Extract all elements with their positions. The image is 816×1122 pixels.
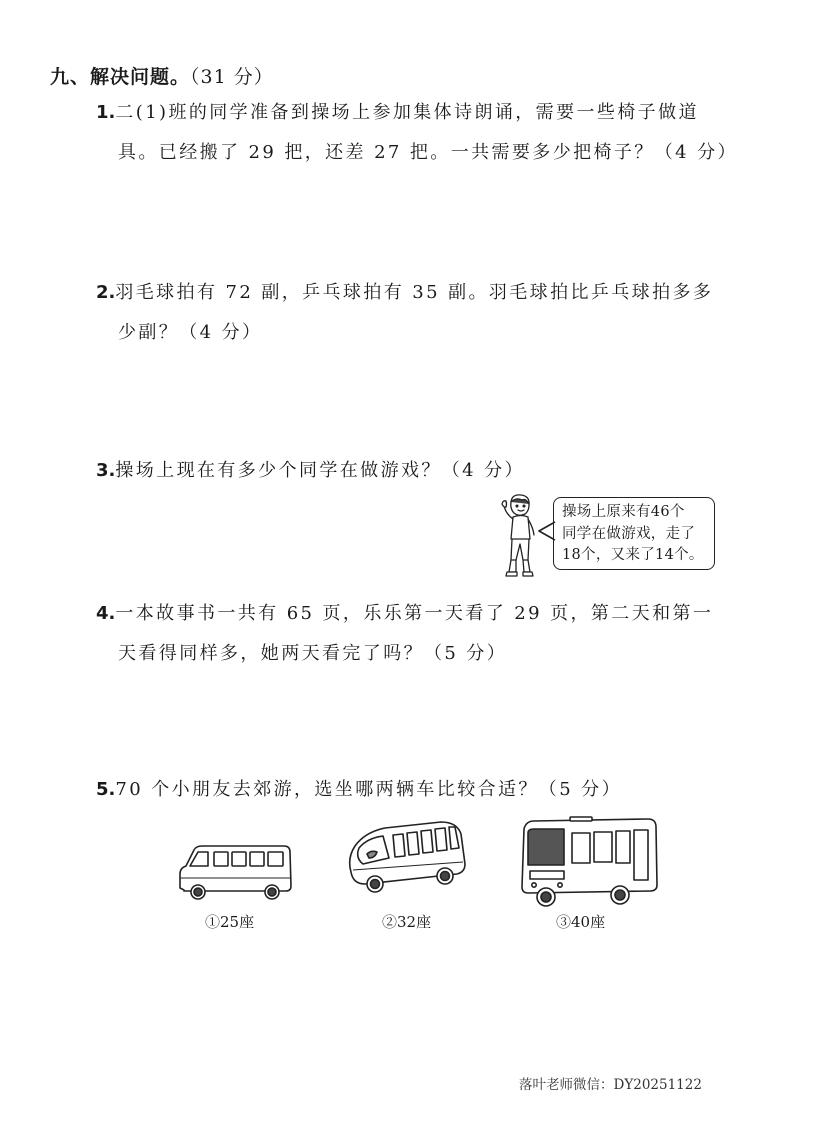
question-text: 羽毛球拍有 72 副，乒乓球拍有 35 副。羽毛球拍比乒乓球拍多多 [115,282,714,303]
question-text: 二(1)班的同学准备到操场上参加集体诗朗诵，需要一些椅子做道 [115,102,699,123]
question-text: 一本故事书一共有 65 页，乐乐第一天看了 29 页，第二天和第一 [115,603,714,624]
question-text: 操场上现在有多少个同学在做游戏？（4 分） [115,460,525,481]
speech-line: 同学在做游戏，走了 [562,525,696,542]
question-number: 4. [96,603,116,624]
bus-seats-label: ③40座 [556,913,606,931]
speech-line: 18个，又来了14个。 [562,547,704,563]
question-text-continued: 天看得同样多，她两天看完了吗？（5 分） [118,643,508,664]
question-3 [96,451,736,491]
section-heading: 九、解决问题。 [50,66,191,88]
speech-bubble [553,497,715,570]
question-text-continued: 具。已经搬了 29 把，还差 27 把。一共需要多少把椅子？（4 分） [118,142,738,163]
question-number: 2. [96,282,116,303]
van-icon [170,838,294,902]
question-text: 70 个小朋友去郊游，选坐哪两辆车比较合适？（5 分） [115,779,622,800]
question-number: 1. [96,102,116,123]
question-number: 5. [96,779,116,800]
section-title [50,62,274,89]
coach-icon [345,818,471,904]
bus-icon [516,815,662,907]
question-text-continued: 少副？（4 分） [118,322,263,343]
footer-contact: 落叶老师微信：DY20251122 [519,1077,702,1093]
van-seats-label: ①25座 [205,913,255,931]
section-score: （31 分） [190,66,274,88]
question-5 [96,770,736,810]
coach-seats-label: ②32座 [382,913,432,931]
speech-line: 操场上原来有46个 [562,504,685,520]
question-2 [96,273,736,353]
question-1 [96,93,736,173]
question-number: 3. [96,460,116,481]
question-4 [96,594,736,674]
boy-illustration [494,492,544,580]
